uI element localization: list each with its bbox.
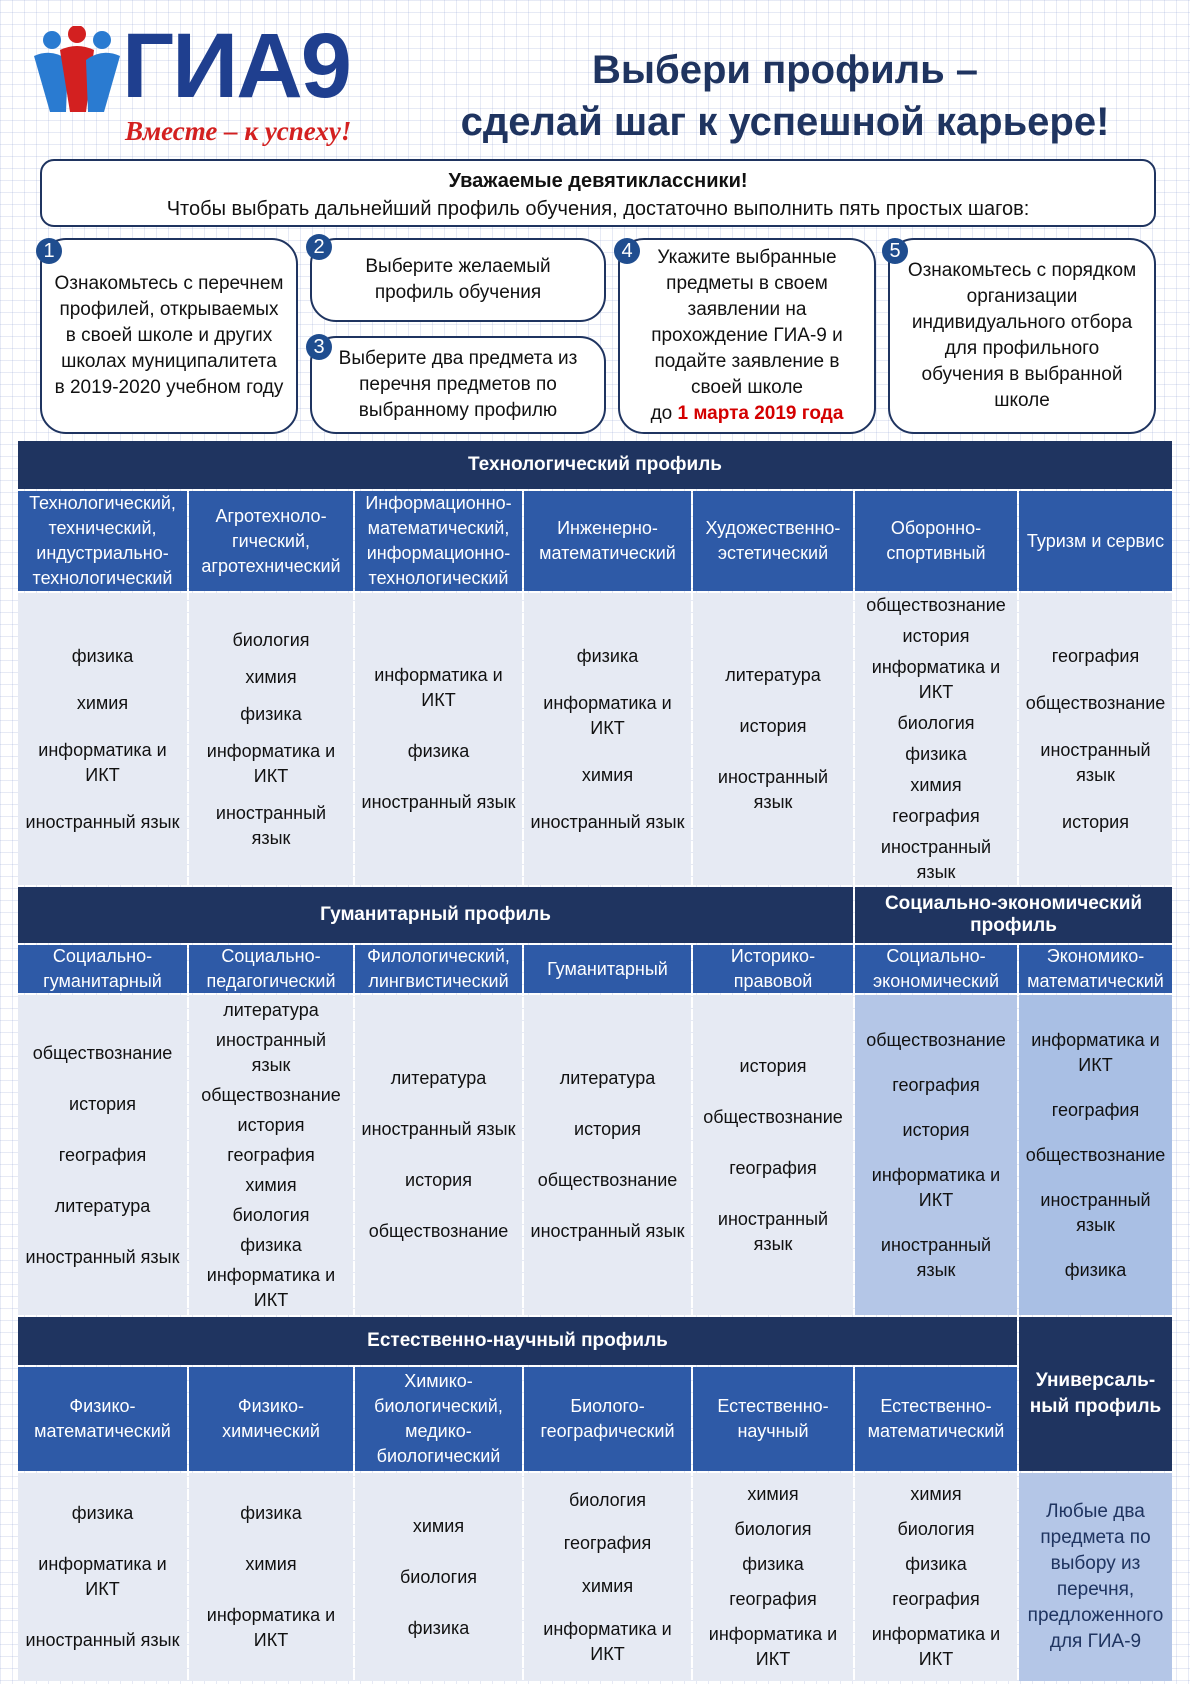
universal-profile-header	[1019, 1317, 1172, 1471]
subject-item: история	[574, 1119, 641, 1139]
slogan: Вместе – к успеху!	[125, 116, 352, 146]
subject-item: химия	[412, 1515, 465, 1536]
tech-subjects-1	[18, 593, 187, 885]
hum-profile-header	[18, 887, 853, 943]
hum-subjects-1	[18, 995, 187, 1315]
subject-item: физика	[905, 1554, 967, 1574]
subject-item: иностранный язык	[717, 1208, 829, 1254]
subject-item: обществознание	[866, 595, 1006, 615]
hum-subjects-4	[524, 995, 691, 1315]
subprofile-name: Агротехноло-гический, агротехнический	[201, 505, 341, 576]
subject-item: физика	[742, 1554, 804, 1574]
title-line-1: Выбери профиль –	[591, 48, 979, 92]
subject-item: география	[729, 1589, 817, 1609]
subject-item: информатика и ИКТ	[871, 1624, 1001, 1669]
subprofile-name: Информационно-математический, информационно-технологический	[365, 493, 512, 588]
subject-item: химия	[581, 764, 634, 785]
subject-item: информатика и ИКТ	[708, 1624, 838, 1669]
subject-item: биология	[232, 629, 310, 650]
deadline-prefix: до	[650, 403, 678, 424]
subject-item: иностранный язык	[215, 802, 327, 848]
hum-subprofile-1	[18, 945, 187, 993]
hum-subjects-3	[355, 995, 522, 1315]
subject-item: информатика и ИКТ	[206, 1264, 336, 1310]
subject-item: физика	[71, 1503, 134, 1523]
nat-subjects-1	[18, 1473, 187, 1681]
subprofile-name: Биолого-географический	[540, 1396, 675, 1441]
subprofile-name: Естественно-научный	[717, 1396, 829, 1441]
subject-item: литература	[390, 1068, 487, 1088]
nat-subjects-6	[855, 1473, 1017, 1681]
subject-item: физика	[407, 741, 470, 761]
subprofile-name: Технологический, технический, индустриально-технологический	[29, 493, 176, 588]
hum-subprofile-5	[693, 945, 853, 993]
tech-subjects-3	[355, 593, 522, 885]
subject-item: биология	[568, 1489, 647, 1510]
subject-item: иностранный язык	[25, 1630, 180, 1650]
subject-item: иностранный язык	[25, 1246, 180, 1267]
hum-subjects-5	[693, 995, 853, 1315]
subject-item: химия	[245, 666, 297, 687]
subject-item: история	[405, 1170, 472, 1190]
subject-item: обществознание	[1025, 692, 1166, 713]
nat-subprofile-4	[524, 1367, 691, 1471]
nat-subprofile-2	[189, 1367, 353, 1471]
subject-item: физика	[71, 645, 134, 666]
nat-subprofile-1	[18, 1367, 187, 1471]
step-4-box	[618, 238, 876, 434]
nat-profile-title: Естественно-научный профиль	[367, 1330, 668, 1351]
subprofile-name: Гуманитарный	[547, 958, 668, 979]
subprofile-name: Историко-правовой	[730, 946, 816, 991]
subprofile-name: Естественно-математический	[867, 1396, 1005, 1441]
step-4-text: Укажите выбранные предметы в своем заявлении на прохождение ГИА-9 и подайте заявление в своей школе	[651, 247, 843, 398]
step-1-text: Ознакомьтесь с перечнем профилей, открываемых в своей школе и других школах муниципалитета в 2019-2020 учебном году	[54, 273, 284, 398]
subject-item: иностранный язык	[215, 1029, 327, 1075]
subject-item: история	[69, 1093, 136, 1114]
subject-item: иностранный язык	[880, 837, 992, 882]
subject-item: информатика и ИКТ	[206, 740, 336, 786]
tech-profile-title: Технологический профиль	[468, 454, 722, 475]
tech-subjects-7	[1019, 593, 1172, 885]
tech-subprofile-3	[355, 491, 522, 591]
hum-subprofile-3	[355, 945, 522, 993]
subprofile-name: Физико-химический	[222, 1396, 320, 1441]
step-3-number: 3	[306, 334, 332, 360]
subject-item: информатика и ИКТ	[206, 1605, 336, 1650]
step-1-number: 1	[36, 238, 62, 264]
subject-item: история	[902, 1119, 970, 1140]
step-2-text: Выберите желаемый профиль обучения	[365, 256, 551, 303]
subject-item: обществознание	[703, 1106, 843, 1127]
subject-item: информатика и ИКТ	[1031, 1029, 1160, 1075]
intro-box	[40, 159, 1156, 227]
subject-item: физика	[240, 1503, 302, 1523]
step-5-box	[888, 238, 1156, 434]
subject-item: история	[902, 626, 970, 646]
page-title	[400, 44, 1170, 148]
subject-item: география	[1051, 645, 1140, 666]
subprofile-name: Филологический, лингвистический	[367, 946, 510, 991]
subject-item: иностранный язык	[717, 767, 829, 812]
tech-subjects-6	[855, 593, 1017, 885]
soc-subjects-2	[1019, 995, 1172, 1315]
subject-item: химия	[910, 775, 962, 795]
tech-subjects-4	[524, 593, 691, 885]
subject-item: история	[739, 716, 807, 736]
subject-item: иностранный язык	[25, 811, 180, 832]
hum-subjects-2	[189, 995, 353, 1315]
soc-subprofile-1	[855, 945, 1017, 993]
subject-item: химия	[910, 1484, 962, 1504]
nat-subjects-5	[693, 1473, 853, 1681]
subprofile-name: Социально-экономический	[872, 946, 1000, 991]
subprofile-name: Физико-математический	[34, 1396, 171, 1441]
subject-item: информатика и ИКТ	[374, 665, 503, 710]
hum-subprofile-4	[524, 945, 691, 993]
subject-item: биология	[232, 1204, 310, 1225]
subject-item: география	[227, 1144, 315, 1165]
soc-profile-title: Социально-экономический профиль	[884, 893, 1143, 936]
subprofile-name: Социально-педагогический	[206, 946, 336, 991]
subprofile-name: Социально-гуманитарный	[43, 946, 162, 991]
subject-item: химия	[245, 1554, 297, 1574]
people-emblem-icon	[30, 26, 125, 116]
subject-item: география	[892, 1589, 980, 1609]
universal-subjects	[1019, 1473, 1172, 1681]
nat-subprofile-6	[855, 1367, 1017, 1471]
nat-profile-header	[18, 1317, 1017, 1365]
tech-subprofile-7	[1019, 491, 1172, 591]
nat-subprofile-3	[355, 1367, 522, 1471]
subprofile-name: Художественно-эстетический	[705, 518, 841, 563]
gia9-logo	[30, 15, 380, 153]
step-1-box	[40, 238, 298, 434]
subject-item: химия	[76, 692, 129, 713]
subject-item: информатика и ИКТ	[38, 1554, 167, 1599]
subject-item: история	[1062, 811, 1129, 832]
subprofile-name: Оборонно-спортивный	[886, 518, 986, 563]
subject-item: биология	[399, 1566, 478, 1587]
tech-subjects-5	[693, 593, 853, 885]
subject-item: химия	[747, 1484, 799, 1504]
logo-text: ГИА9	[122, 15, 350, 117]
step-2-box	[310, 238, 606, 322]
subject-item: география	[58, 1144, 147, 1165]
subject-item: химия	[245, 1174, 297, 1195]
step-4-deadline	[651, 401, 844, 427]
step-5-number: 5	[882, 238, 908, 264]
subject-item: история	[237, 1114, 305, 1135]
subject-item: иностранный язык	[530, 811, 685, 832]
subject-item: география	[1051, 1099, 1140, 1120]
subject-item: информатика и ИКТ	[38, 739, 167, 785]
subject-item: география	[729, 1157, 817, 1178]
subprofile-name: Экономико-математический	[1027, 946, 1164, 991]
tech-subprofile-2	[189, 491, 353, 591]
subject-item: физика	[905, 744, 967, 764]
nat-subprofile-5	[693, 1367, 853, 1471]
subject-item: литература	[223, 999, 319, 1020]
soc-subjects-1	[855, 995, 1017, 1315]
step-5-text: Ознакомьтесь с порядком организации индивидуального отбора для профильного обучения в выбранной школе	[907, 260, 1137, 411]
subject-item: физика	[1064, 1259, 1127, 1280]
step-2-number: 2	[306, 234, 332, 260]
hum-profile-title: Гуманитарный профиль	[320, 904, 551, 925]
subject-item: история	[739, 1055, 807, 1076]
nat-subjects-4	[524, 1473, 691, 1681]
nat-subjects-2	[189, 1473, 353, 1681]
subject-item: физика	[407, 1617, 470, 1638]
intro-text: Чтобы выбрать дальнейший профиль обучения, достаточно выполнить пять простых шагов:	[166, 198, 1030, 220]
tech-profile-header	[18, 441, 1172, 489]
step-3-box	[310, 336, 606, 434]
universal-profile-title: Универсаль-ный профиль	[1029, 1370, 1162, 1417]
soc-subprofile-2	[1019, 945, 1172, 993]
tech-subprofile-6	[855, 491, 1017, 591]
subject-item: обществознание	[1025, 1144, 1166, 1165]
subject-item: обществознание	[537, 1170, 678, 1190]
hum-subprofile-2	[189, 945, 353, 993]
subject-item: физика	[576, 645, 639, 666]
subject-item: литература	[725, 665, 821, 685]
subject-item: физика	[240, 1234, 302, 1255]
subject-item: физика	[240, 703, 302, 724]
soc-profile-header	[855, 887, 1172, 943]
tech-subjects-2	[189, 593, 353, 885]
subprofile-name: Туризм и сервис	[1026, 530, 1165, 551]
subject-item: биология	[734, 1519, 812, 1539]
subject-item: литература	[54, 1195, 151, 1216]
subject-item: литература	[559, 1068, 656, 1088]
subject-item: биология	[897, 713, 975, 733]
deadline-date: 1 марта 2019 года	[677, 403, 844, 424]
universal-text: Любые два предмета по выбору из перечня, предложенного для ГИА-9	[1027, 1501, 1164, 1652]
tech-subprofile-5	[693, 491, 853, 591]
subprofile-name: Химико-биологический, медико-биологический	[374, 1371, 503, 1466]
intro-greeting: Уважаемые девятиклассники!	[448, 170, 748, 192]
step-3-text: Выберите два предмета из перечня предметов по выбранному профилю	[338, 348, 578, 421]
nat-subjects-3	[355, 1473, 522, 1681]
subject-item: биология	[897, 1519, 975, 1539]
subject-item: обществознание	[201, 1084, 341, 1105]
subject-item: информатика и ИКТ	[543, 692, 672, 738]
subject-item: иностранный язык	[1040, 739, 1151, 785]
subject-item: обществознание	[32, 1042, 173, 1063]
title-line-2: сделай шаг к успешной карьере!	[460, 100, 1110, 144]
tech-subprofile-4	[524, 491, 691, 591]
subject-item: информатика и ИКТ	[871, 657, 1001, 702]
subject-item: информатика и ИКТ	[543, 1618, 672, 1664]
subject-item: иностранный язык	[1040, 1189, 1151, 1235]
subject-item: химия	[581, 1575, 634, 1596]
profiles-table	[18, 441, 1172, 1681]
subject-item: информатика и ИКТ	[871, 1164, 1001, 1210]
subject-item: иностранный язык	[361, 1119, 516, 1139]
subject-item: иностранный язык	[530, 1221, 685, 1241]
subject-item: иностранный язык	[361, 792, 516, 812]
step-4-number: 4	[614, 238, 640, 264]
subject-item: иностранный язык	[880, 1234, 992, 1280]
tech-subprofile-1	[18, 491, 187, 591]
subject-item: география	[563, 1532, 652, 1553]
subprofile-name: Инженерно-математический	[539, 518, 676, 563]
subject-item: география	[892, 1074, 980, 1095]
subject-item: обществознание	[866, 1029, 1006, 1050]
subject-item: обществознание	[368, 1221, 509, 1241]
subject-item: география	[892, 806, 980, 826]
